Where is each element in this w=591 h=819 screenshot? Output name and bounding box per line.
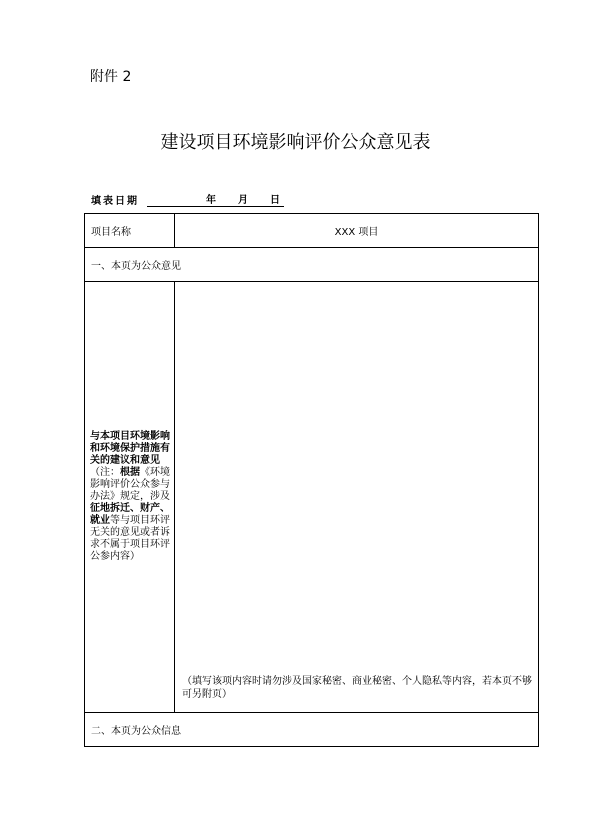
section-public-info-heading: 二、本页为公众信息 <box>85 713 539 747</box>
section-public-info-row <box>85 713 539 747</box>
opinion-label-paren: （注： <box>90 467 120 478</box>
opinion-hint: （填写该项内容时请勿涉及国家秘密、商业秘密、个人隐私等内容，若本页不够可另附页） <box>182 676 532 700</box>
fill-date-field[interactable] <box>147 191 284 207</box>
opinion-label-text-2: 等与项目环评无关的意见或者诉求不属于项目环评公参内容） <box>90 515 170 562</box>
opinion-label <box>85 282 175 713</box>
fill-date-row <box>91 191 284 207</box>
section-public-opinion-row <box>85 248 539 282</box>
year-blank <box>147 194 202 207</box>
project-name-label: 项目名称 <box>85 214 175 248</box>
section-public-opinion-heading: 一、本页为公众意见 <box>85 248 539 282</box>
opinion-label-text-1: 《环境影响评价公众参与办法》规定，涉及 <box>90 467 170 502</box>
opinion-label-bold-1: 与本项目环境影响和环境保护措施有关的建议和意见 <box>90 431 170 466</box>
opinion-label-bold-2: 根据 <box>120 467 140 478</box>
opinion-label-bold-3: 征地拆迁、财产、就业 <box>90 503 170 526</box>
year-label: 年 <box>202 191 234 207</box>
page-title: 建设项目环境影响评价公众意见表 <box>160 132 431 153</box>
fill-date-label: 填表日期 <box>91 196 139 207</box>
opinion-input-area[interactable] <box>175 282 539 713</box>
day-label: 日 <box>266 191 284 207</box>
month-label: 月 <box>234 191 266 207</box>
attachment-label: 附件 2 <box>90 69 132 85</box>
opinion-form-table <box>84 213 539 747</box>
project-name-value[interactable]: XXX 项目 <box>175 214 539 248</box>
opinion-row <box>85 282 539 713</box>
project-name-row <box>85 214 539 248</box>
